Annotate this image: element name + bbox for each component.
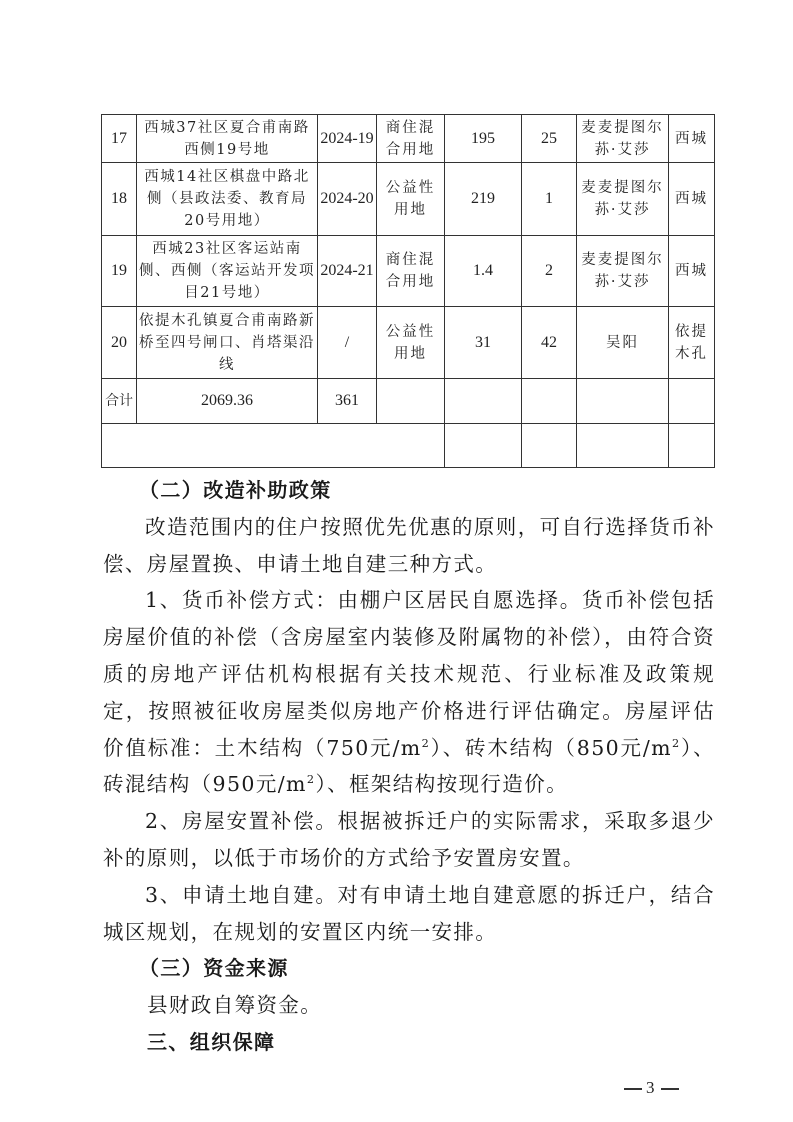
households-cell: 2 xyxy=(522,236,577,307)
parcel-code-cell: 2024-20 xyxy=(318,163,377,236)
dash-right xyxy=(661,1088,679,1089)
row-number: 20 xyxy=(102,307,137,379)
empty-cell xyxy=(577,424,669,468)
superscript: 2 xyxy=(306,773,316,787)
total-area: 2069.36 xyxy=(137,379,318,424)
paragraph-monetary-compensation xyxy=(103,582,715,803)
empty-merged-cell xyxy=(102,424,445,468)
land-use-cell: 商住混合用地 xyxy=(377,115,445,163)
location-cell: 西城14社区棋盘中路北侧（县政法委、教育局20号用地） xyxy=(137,163,318,236)
superscript: 2 xyxy=(421,736,431,750)
empty-cell xyxy=(669,424,715,468)
responsible-person-cell: 麦麦提图尔荪·艾莎 xyxy=(577,163,669,236)
section-heading-subsidy-policy: （二）改造补助政策 xyxy=(139,478,332,502)
rate-brick-concrete: 950元/m xyxy=(212,772,307,797)
empty-cell xyxy=(577,379,669,424)
page-number xyxy=(620,1078,683,1098)
town-cell: 依提木孔 xyxy=(669,307,715,379)
table-row xyxy=(102,307,715,379)
area-cell: 31 xyxy=(445,307,522,379)
page-number-value: 3 xyxy=(646,1078,657,1097)
responsible-person-cell: 麦麦提图尔荪·艾莎 xyxy=(577,115,669,163)
total-households: 361 xyxy=(318,379,377,424)
parcel-code-cell: 2024-21 xyxy=(318,236,377,307)
table-row xyxy=(102,163,715,236)
section-heading-organization: 三、组织保障 xyxy=(147,1029,276,1054)
row-number: 17 xyxy=(102,115,137,163)
paragraph-self-build: 3、申请土地自建。对有申请土地自建意愿的拆迁户，结合城区规划，在规划的安置区内统一安排。 xyxy=(103,882,715,944)
policy-section xyxy=(103,472,715,1061)
blank-row xyxy=(102,424,715,468)
area-cell: 195 xyxy=(445,115,522,163)
location-cell: 西城23社区客运站南侧、西侧（客运站开发项目21号地） xyxy=(137,236,318,307)
land-use-cell: 商住混合用地 xyxy=(377,236,445,307)
superscript: 2 xyxy=(672,736,681,750)
land-parcel-table xyxy=(101,114,715,468)
empty-cell xyxy=(445,424,522,468)
rate-earth-wood: 750元/m xyxy=(326,735,422,760)
empty-cell xyxy=(522,379,577,424)
households-cell: 42 xyxy=(522,307,577,379)
section-heading-funding-source: （三）资金来源 xyxy=(139,956,289,981)
monetary-text: ）、砖木结构（ xyxy=(430,735,577,760)
dash-left xyxy=(624,1088,642,1089)
total-row xyxy=(102,379,715,424)
households-cell: 1 xyxy=(522,163,577,236)
paragraph-intro: 改造范围内的住户按照优先优惠的原则，可自行选择货币补偿、房屋置换、申请土地自建三种方式。 xyxy=(103,514,715,576)
town-cell: 西城 xyxy=(669,115,715,163)
town-cell: 西城 xyxy=(669,163,715,236)
empty-cell xyxy=(669,379,715,424)
monetary-text: 1、货币补偿方式：由棚户区居民自愿选择。货币补偿包括房屋价值的补偿（含房屋室内装修及附属物的补偿），由符合资质的房地产评估机构根据有关技术规范、行业标准及政策规定，按照被征收房屋类似房地产价格进行评估确定。房屋评估价值标准：土木结构（ xyxy=(103,588,715,760)
households-cell: 25 xyxy=(522,115,577,163)
table-row xyxy=(102,236,715,307)
row-number: 19 xyxy=(102,236,137,307)
monetary-text: ）、砖混结构（ xyxy=(103,735,716,797)
rate-brick-wood: 850元/m xyxy=(576,735,672,760)
responsible-person-cell: 吴阳 xyxy=(577,307,669,379)
area-cell: 219 xyxy=(445,163,522,236)
location-cell: 依提木孔镇夏合甫南路新桥至四号闸口、肖塔渠沿线 xyxy=(137,307,318,379)
paragraph-funding: 县财政自筹资金。 xyxy=(147,993,323,1018)
town-cell: 西城 xyxy=(669,236,715,307)
paragraph-housing-resettlement: 2、房屋安置补偿。根据被拆迁户的实际需求，采取多退少补的原则，以低于市场价的方式给予安置房安置。 xyxy=(103,809,715,870)
land-use-cell: 公益性用地 xyxy=(377,163,445,236)
empty-cell xyxy=(522,424,577,468)
parcel-code-cell: 2024-19 xyxy=(318,115,377,163)
total-label: 合计 xyxy=(102,379,137,424)
table-row xyxy=(102,115,715,163)
monetary-text: ）、框架结构按现行造价。 xyxy=(315,772,569,797)
row-number: 18 xyxy=(102,163,137,236)
empty-cell xyxy=(445,379,522,424)
area-cell: 1.4 xyxy=(445,236,522,307)
empty-cell xyxy=(377,379,445,424)
land-use-cell: 公益性用地 xyxy=(377,307,445,379)
location-cell: 西城37社区夏合甫南路西侧19号地 xyxy=(137,115,318,163)
parcel-code-cell: / xyxy=(318,307,377,379)
responsible-person-cell: 麦麦提图尔荪·艾莎 xyxy=(577,236,669,307)
